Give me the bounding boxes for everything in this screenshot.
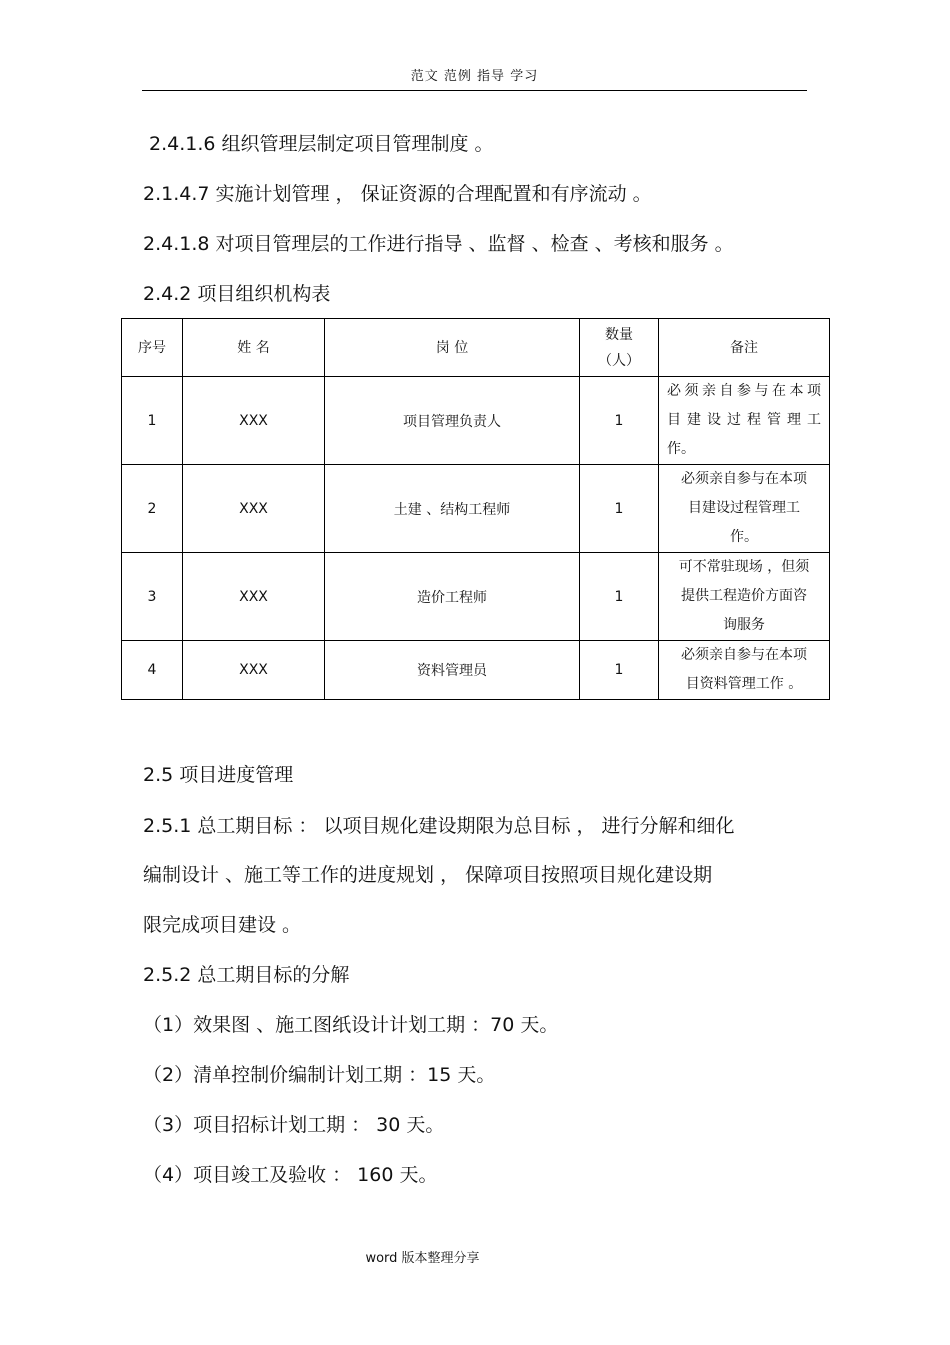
cell-note (659, 553, 830, 641)
note-line: 必须亲自参与在本项 (681, 647, 807, 663)
paragraph-2-5-1-line3: 限完成项目建设 。 (143, 914, 302, 936)
table-header-row (122, 319, 830, 377)
list-item: （1）效果图 、施工图纸设计计划工期 ：70 天。 (143, 1014, 559, 1036)
header-qty-line1: 数量 (605, 326, 633, 343)
cell-post: 造价工程师 (325, 553, 580, 641)
cell-post: 项目管理负责人 (325, 377, 580, 465)
page-footer: word 版本整理分享 (365, 1251, 480, 1266)
cell-note (659, 465, 830, 553)
cell-name: XXX (183, 465, 325, 553)
paragraph-2-5-1-line1: 2.5.1 总工期目标 ： 以项目规化建设期限为总目标 ， 进行分解和细化 (143, 815, 735, 837)
cell-seq: 1 (122, 377, 183, 465)
cell-name: XXX (183, 377, 325, 465)
note-line: 目资料管理工作 。 (685, 676, 803, 692)
cell-qty: 1 (580, 377, 659, 465)
cell-note (659, 377, 830, 465)
note-line: 可不常驻现场 ，但须 (678, 559, 810, 575)
cell-qty: 1 (580, 465, 659, 553)
note-line: 必须亲自参与在本项 (667, 383, 821, 399)
header-qty-line2: （人） (598, 352, 640, 369)
note-line: 提供工程造价方面咨 (681, 588, 807, 604)
list-item: （2）清单控制价编制计划工期 ：15 天。 (143, 1064, 496, 1086)
section-title-2-5-2: 2.5.2 总工期目标的分解 (143, 964, 350, 986)
note-line: 必须亲自参与在本项 (681, 471, 807, 487)
header-seq: 序号 (122, 319, 183, 377)
list-item: （3）项目招标计划工期 ： 30 天。 (143, 1114, 445, 1136)
note-line: 作。 (667, 441, 695, 457)
cell-qty: 1 (580, 553, 659, 641)
cell-note (659, 641, 830, 700)
header-post: 岗 位 (325, 319, 580, 377)
cell-name: XXX (183, 641, 325, 700)
paragraph-2-1-4-7: 2.1.4.7 实施计划管理 ， 保证资源的合理配置和有序流动 。 (143, 183, 652, 205)
paragraph-2-4-1-6: 2.4.1.6 组织管理层制定项目管理制度 。 (149, 133, 494, 155)
table-row (122, 377, 830, 465)
paragraph-2-4-1-8: 2.4.1.8 对项目管理层的工作进行指导 、监督 、检查 、考核和服务 。 (143, 233, 734, 255)
note-line: 询服务 (723, 617, 765, 633)
section-title-2-4-2: 2.4.2 项目组织机构表 (143, 283, 331, 305)
cell-qty: 1 (580, 641, 659, 700)
note-line: 目建设过程管理工 (667, 412, 821, 428)
header-qty (580, 319, 659, 377)
page-header: 范文 范例 指导 学习 (142, 64, 807, 91)
table-row (122, 465, 830, 553)
cell-post: 土建 、结构工程师 (325, 465, 580, 553)
section-title-2-5: 2.5 项目进度管理 (143, 764, 294, 786)
cell-name: XXX (183, 553, 325, 641)
cell-seq: 2 (122, 465, 183, 553)
cell-post: 资料管理员 (325, 641, 580, 700)
header-name: 姓 名 (183, 319, 325, 377)
paragraph-2-5-1-line2: 编制设计 、施工等工作的进度规划 ， 保障项目按照项目规化建设期 (143, 864, 713, 886)
table-row (122, 641, 830, 700)
note-line: 目建设过程管理工 (688, 500, 800, 516)
cell-seq: 3 (122, 553, 183, 641)
table-row (122, 553, 830, 641)
project-organization-table (121, 318, 830, 700)
note-line: 作。 (730, 529, 758, 545)
header-note: 备注 (659, 319, 830, 377)
cell-seq: 4 (122, 641, 183, 700)
list-item: （4）项目竣工及验收 ： 160 天。 (143, 1164, 438, 1186)
